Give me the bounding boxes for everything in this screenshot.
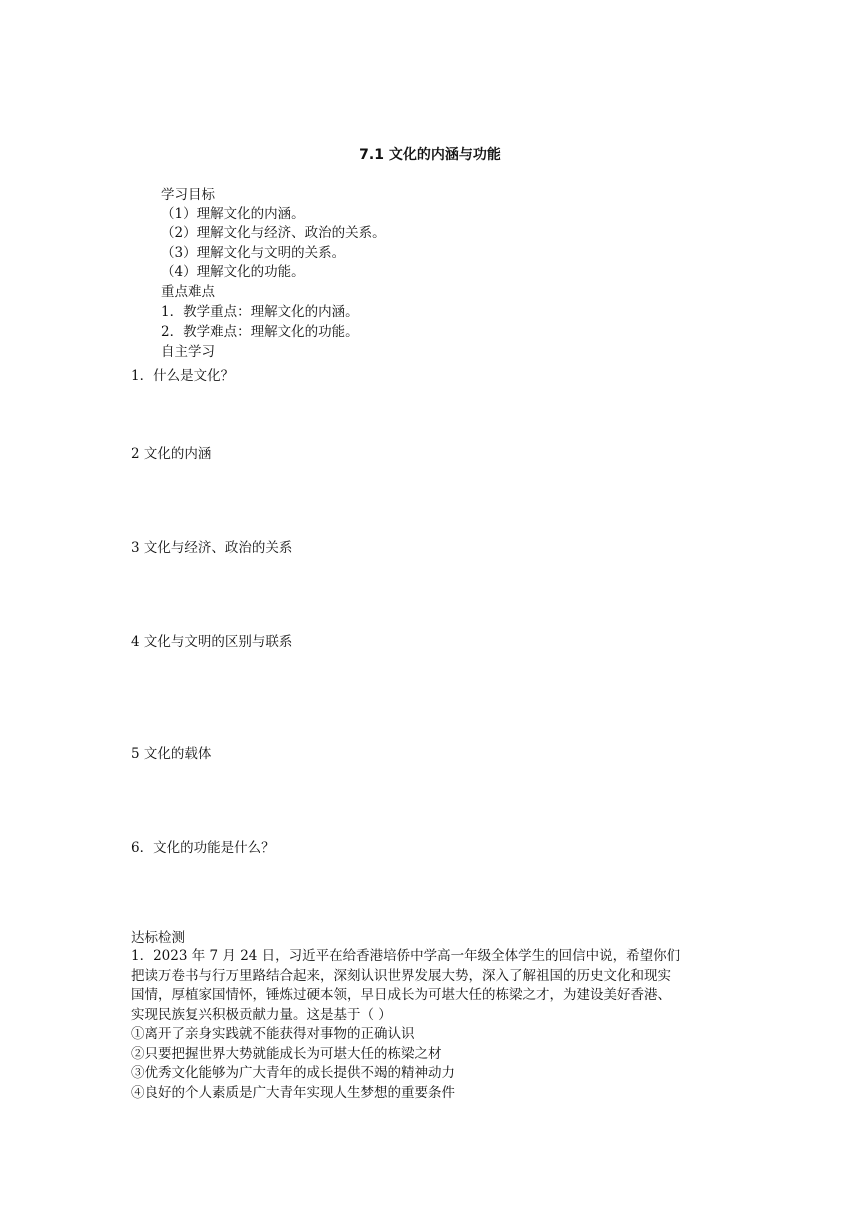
goal-item: （1）理解文化的内涵。 [161, 206, 305, 222]
goals-heading: 学习目标 [161, 187, 215, 203]
option-item: ③优秀文化能够为广大青年的成长提供不竭的精神动力 [131, 1065, 455, 1081]
question-item: 3 文化与经济、政治的关系 [131, 540, 293, 556]
key-point-item: 1．教学重点：理解文化的内涵。 [161, 304, 359, 320]
paragraph-line: 实现民族复兴积极贡献力量。这是基于（ ） [131, 1006, 392, 1023]
key-point-item: 2．教学难点：理解文化的功能。 [161, 324, 359, 340]
question-item: 5 文化的载体 [131, 746, 212, 762]
option-item: ④良好的个人素质是广大青年实现人生梦想的重要条件 [131, 1084, 455, 1101]
page-title: 7.1 文化的内涵与功能 [359, 147, 501, 163]
question-item: 6．文化的功能是什么？ [131, 840, 275, 856]
question-item: 1．什么是文化？ [131, 368, 235, 384]
option-item: ②只要把握世界大势就能成长为可堪大任的栋梁之材 [131, 1045, 442, 1062]
paragraph-line: 1．2023 年 7 月 24 日，习近平在给香港培侨中学高一年级全体学生的回信中说，希望你们 [131, 948, 681, 964]
question-item: 2 文化的内涵 [131, 446, 212, 462]
paragraph-line: 国情，厚植家国情怀，锤炼过硬本领，早日成长为可堪大任的栋梁之才，为建设美好香港、 [131, 987, 671, 1003]
goal-item: （3）理解文化与文明的关系。 [161, 245, 346, 261]
paragraph-line: 把读万卷书与行万里路结合起来，深刻认识世界发展大势，深入了解祖国的历史文化和现实 [131, 967, 671, 984]
option-item: ①离开了亲身实践就不能获得对事物的正确认识 [131, 1026, 415, 1042]
key-points-heading: 重点难点 [161, 284, 215, 300]
self-study-heading: 自主学习 [161, 344, 215, 360]
goal-item: （2）理解文化与经济、政治的关系。 [161, 225, 386, 241]
check-heading: 达标检测 [131, 930, 185, 946]
goal-item: （4）理解文化的功能。 [161, 264, 305, 280]
check-question-paragraph [131, 947, 731, 1103]
question-item: 4 文化与文明的区别与联系 [131, 634, 293, 650]
